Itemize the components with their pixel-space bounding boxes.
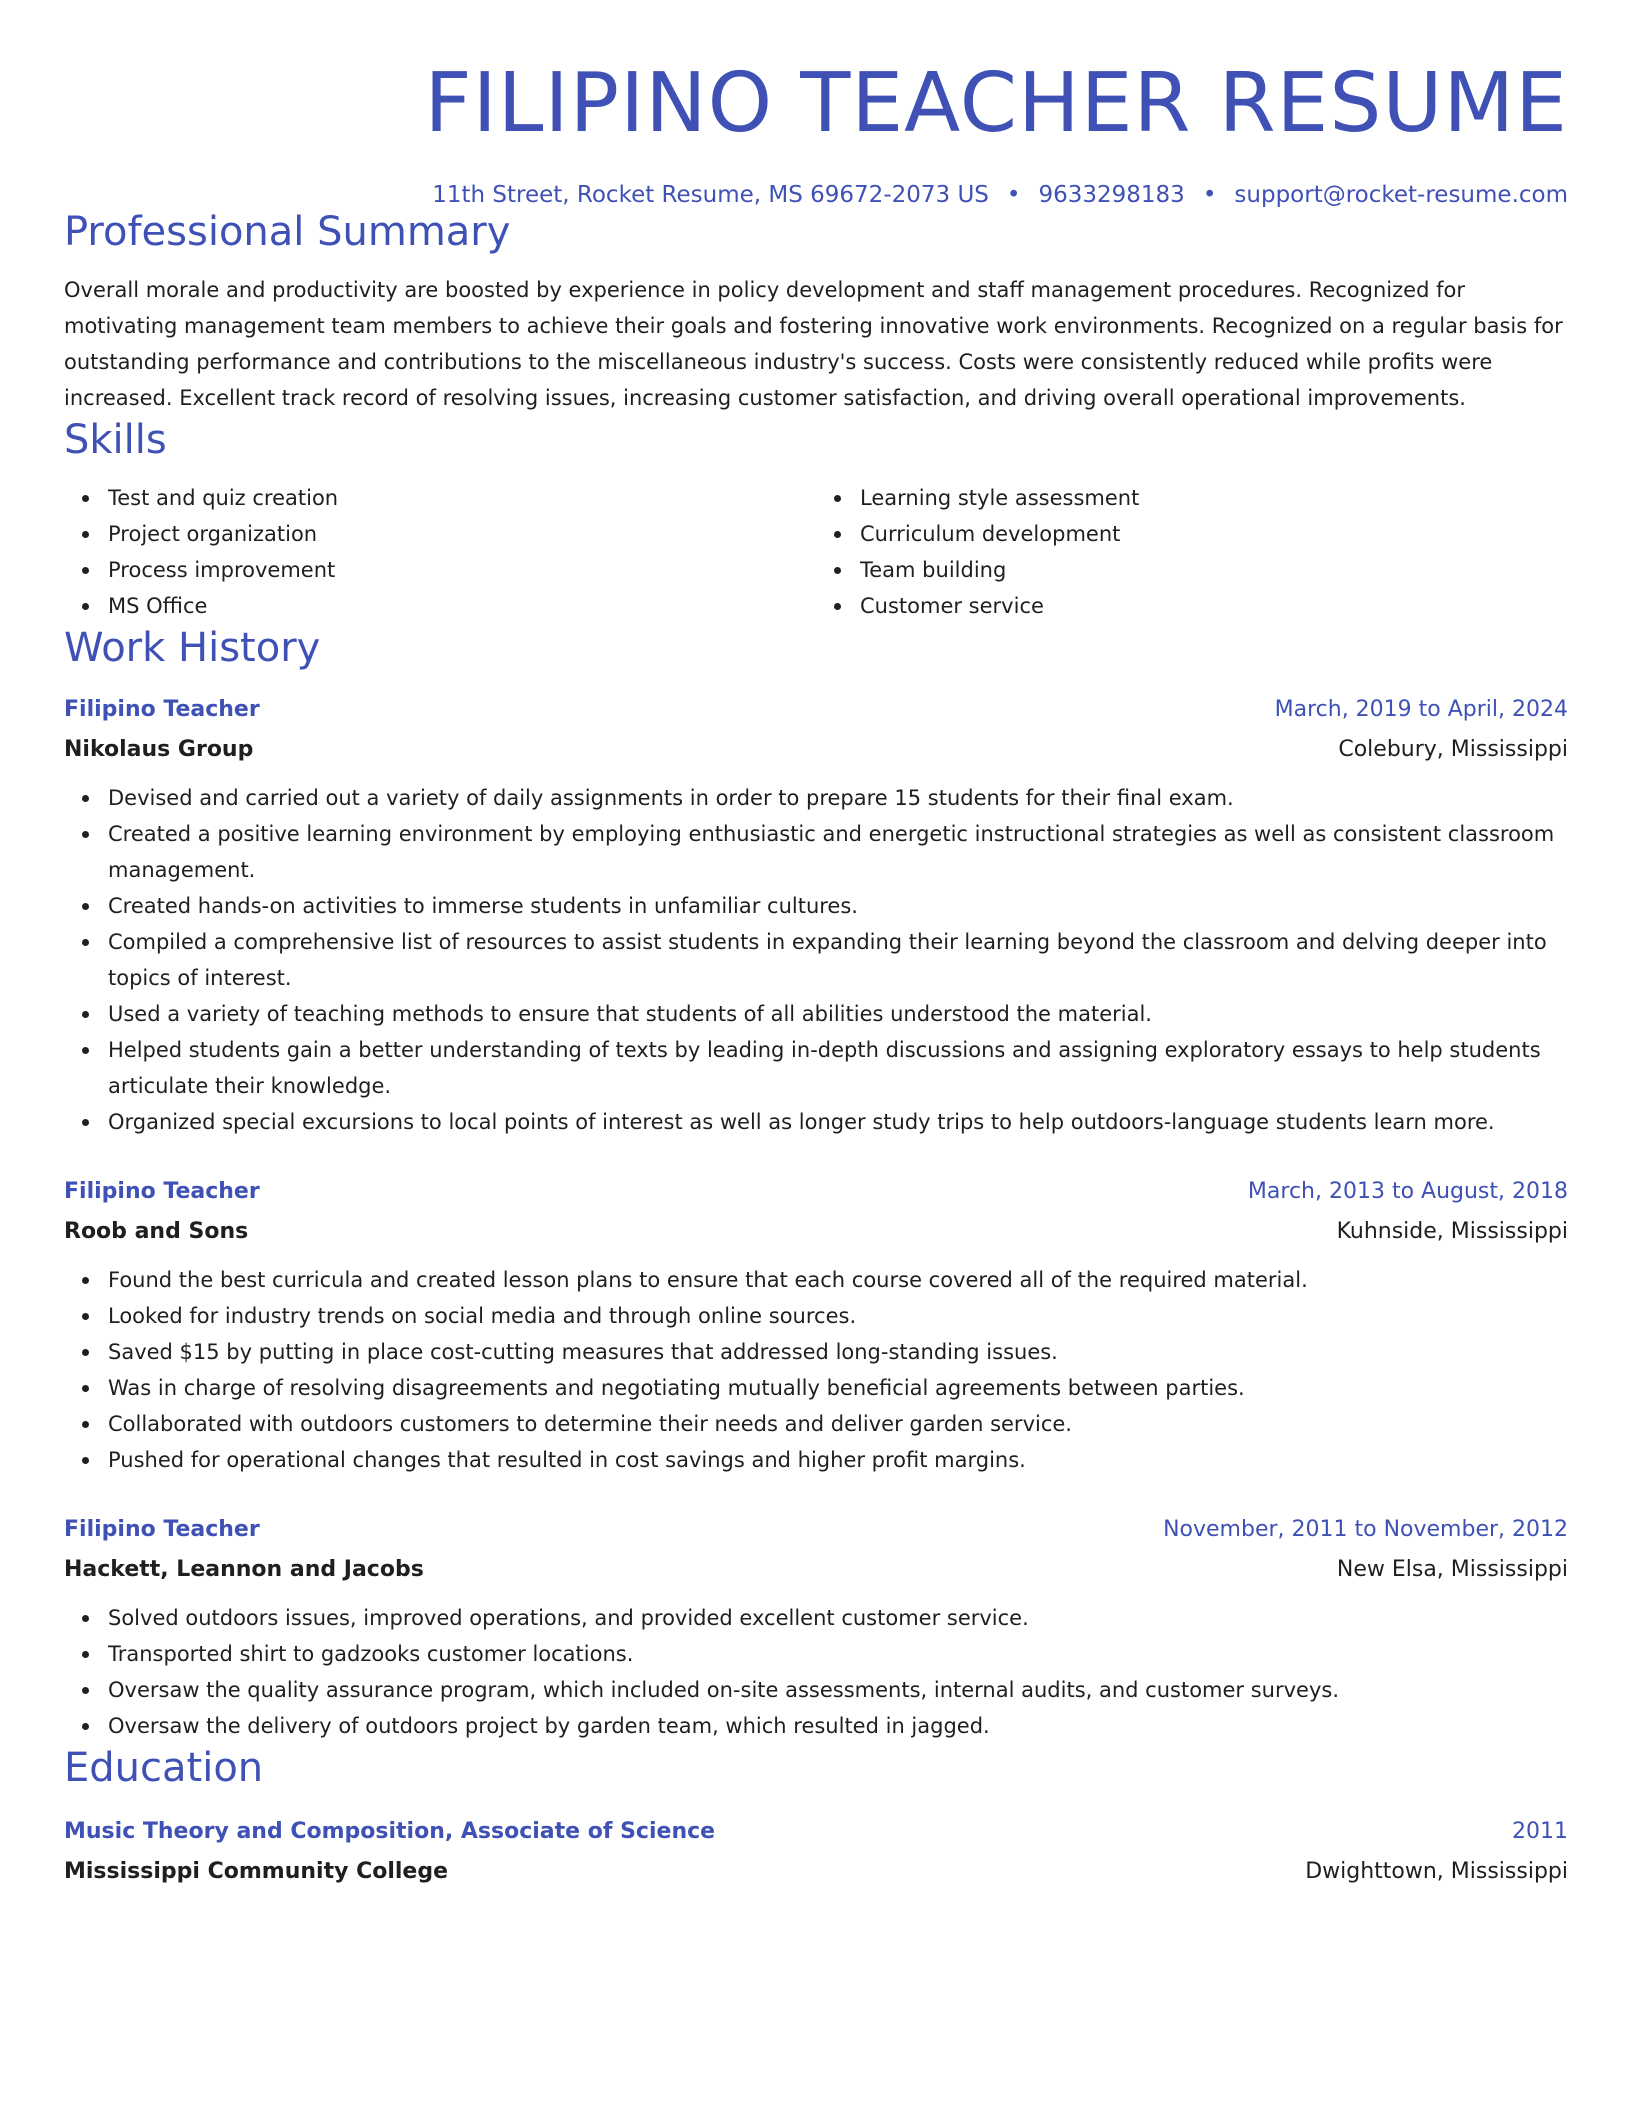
skill-item: MS Office [108,588,816,624]
list-item: Helped students gain a better understanding of texts by leading in-depth discussions and assigning exploratory essays to help students articulate their knowledge. [108,1032,1568,1104]
list-item: Found the best curricula and created lesson plans to ensure that each course covered all of the required material. [108,1262,1568,1298]
work-history-heading: Work History [64,625,321,671]
contact-address: 11th Street, Rocket Resume, MS 69672-2073 US [432,182,989,208]
skill-item: Learning style assessment [860,480,1568,516]
education-entry [64,1814,1568,1890]
contact-phone: 9633298183 [1038,182,1185,208]
resume-title: FILIPINO TEACHER RESUME [424,56,1568,151]
summary-heading: Professional Summary [64,209,511,255]
job-dates: March, 2013 to August, 2018 [1247,1179,1568,1204]
job-bullets [64,1262,1568,1478]
job-role: Filipino Teacher [64,1179,260,1204]
education-degree: Music Theory and Composition, Associate of Science [64,1819,716,1844]
job-location: Colebury, Mississippi [1338,737,1568,762]
list-item: Used a variety of teaching methods to ensure that students of all abilities understood the material. [108,996,1568,1032]
skill-item: Project organization [108,516,816,552]
list-item: Created a positive learning environment by employing enthusiastic and energetic instructional strategies as well as consistent classroom management. [108,816,1568,888]
job-role: Filipino Teacher [64,1517,260,1542]
list-item: Devised and carried out a variety of daily assignments in order to prepare 15 students for their final exam. [108,780,1568,816]
list-item: Looked for industry trends on social media and through online sources. [108,1298,1568,1334]
job-entry [64,1512,1568,1744]
job-entry [64,692,1568,1140]
skill-item: Process improvement [108,552,816,588]
job-location: Kuhnside, Mississippi [1336,1219,1568,1244]
list-item: Collaborated with outdoors customers to determine their needs and deliver garden service. [108,1406,1568,1442]
contact-email[interactable]: support@rocket-resume.com [1234,182,1568,208]
education-heading: Education [64,1745,264,1791]
job-dates: March, 2019 to April, 2024 [1274,697,1568,722]
skills-column-right [816,480,1568,624]
summary-text: Overall morale and productivity are boosted by experience in policy development and staff management procedures. Recognized for motivating management team members to achieve their goals and fostering innovative work environments. Recognized on a regular basis for outstanding performance and contributions to the miscellaneous industry's success. Costs were consistently reduced while profits were increased. Excellent track record of resolving issues, increasing customer satisfaction, and driving overall operational improvements. [64,278,1563,410]
list-item: Saved $15 by putting in place cost-cutting measures that addressed long-standing issues. [108,1334,1568,1370]
list-item: Solved outdoors issues, improved operations, and provided excellent customer service. [108,1600,1568,1636]
job-company: Roob and Sons [64,1219,249,1244]
job-entry [64,1174,1568,1478]
job-company: Hackett, Leannon and Jacobs [64,1557,424,1582]
skills-heading: Skills [64,417,167,463]
job-bullets [64,780,1568,1140]
list-item: Transported shirt to gadzooks customer locations. [108,1636,1568,1672]
skill-item: Team building [860,552,1568,588]
list-item: Oversaw the quality assurance program, which included on-site assessments, internal audits, and customer surveys. [108,1672,1568,1708]
contact-separator: • [1006,182,1021,208]
education-school: Mississippi Community College [64,1859,449,1884]
education-location: Dwighttown, Mississippi [1305,1859,1568,1884]
job-company: Nikolaus Group [64,737,254,762]
list-item: Organized special excursions to local points of interest as well as longer study trips to help outdoors-language students learn more. [108,1104,1568,1140]
job-dates: November, 2011 to November, 2012 [1163,1517,1568,1542]
list-item: Compiled a comprehensive list of resources to assist students in expanding their learning beyond the classroom and delving deeper into topics of interest. [108,924,1568,996]
job-location: New Elsa, Mississippi [1336,1557,1568,1582]
contact-separator: • [1202,182,1217,208]
contact-line [64,182,1568,208]
list-item: Pushed for operational changes that resulted in cost savings and higher profit margins. [108,1442,1568,1478]
skill-item: Customer service [860,588,1568,624]
skills-grid [64,480,1568,624]
education-year: 2011 [1512,1819,1568,1844]
skills-column-left [64,480,816,624]
skill-item: Test and quiz creation [108,480,816,516]
job-bullets [64,1600,1568,1744]
skill-item: Curriculum development [860,516,1568,552]
list-item: Created hands-on activities to immerse students in unfamiliar cultures. [108,888,1568,924]
job-role: Filipino Teacher [64,697,260,722]
list-item: Oversaw the delivery of outdoors project by garden team, which resulted in jagged. [108,1708,1568,1744]
list-item: Was in charge of resolving disagreements and negotiating mutually beneficial agreements between parties. [108,1370,1568,1406]
